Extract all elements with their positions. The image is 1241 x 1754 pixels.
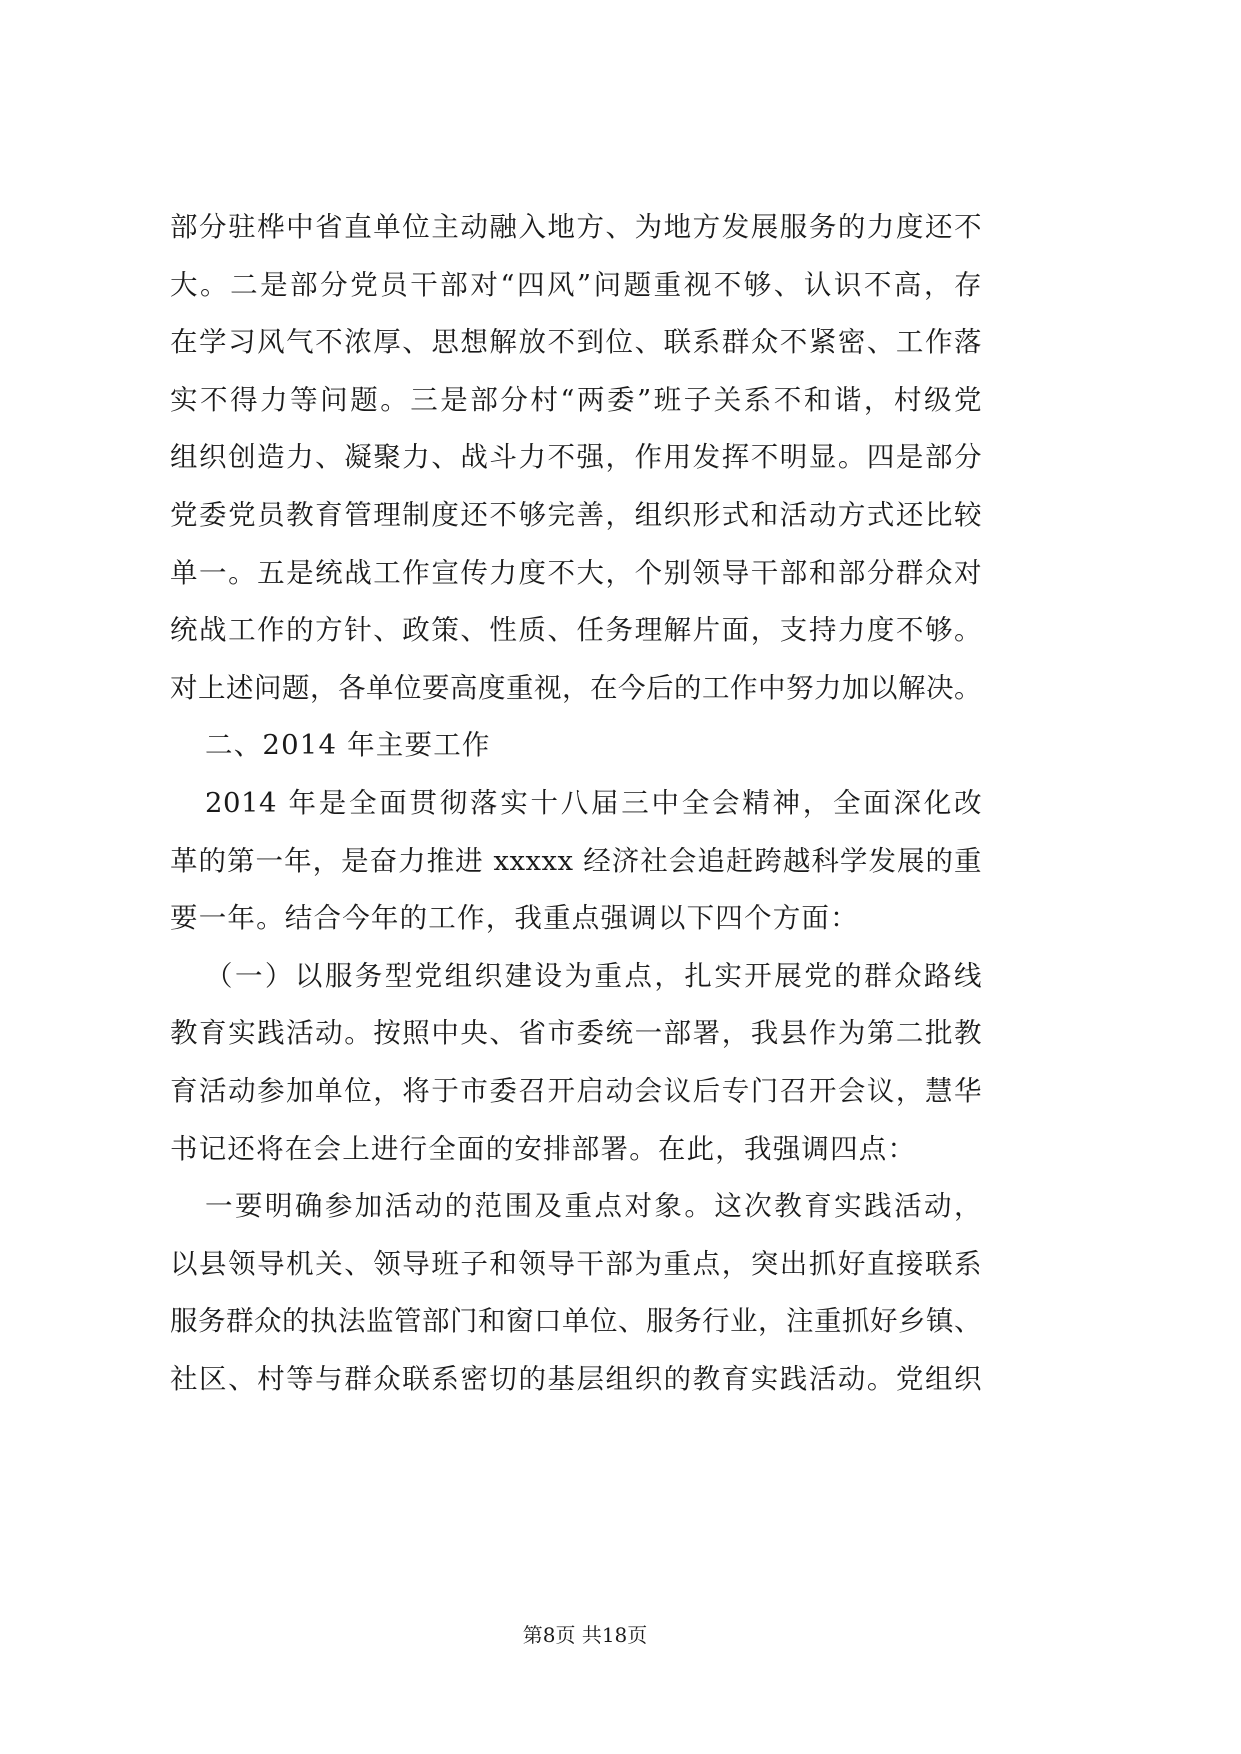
text-line: 育活动参加单位，将于市委召开启动会议后专门召开会议，慧华 — [170, 1074, 982, 1107]
text-line: 教育实践活动。按照中央、省市委统一部署，我县作为第二批教 — [170, 1017, 982, 1050]
subsection-line: （一）以服务型党组织建设为重点，扎实开展党的群众路线 — [205, 959, 982, 992]
text-line: 服务群众的执法监管部门和窗口单位、服务行业，注重抓好乡镇、 — [170, 1305, 982, 1338]
text-line: 在学习风气不浓厚、思想解放不到位、联系群众不紧密、工作落 — [170, 326, 982, 359]
text-line: 以县领导机关、领导班子和领导干部为重点，突出抓好直接联系 — [170, 1247, 982, 1280]
page-number-footer: 第8页 共18页 — [522, 1623, 648, 1647]
section-heading: 二、2014 年主要工作 — [205, 729, 491, 762]
text-line: 社区、村等与群众联系密切的基层组织的教育实践活动。党组织 — [170, 1362, 982, 1395]
body-text — [170, 199, 982, 1408]
text-line: 书记还将在会上进行全面的安排部署。在此，我强调四点： — [170, 1132, 917, 1165]
text-line: 实不得力等问题。三是部分村“两委”班子关系不和谐，村级党 — [170, 383, 982, 416]
text-line: 革的第一年，是奋力推进 xxxxx 经济社会追赶跨越科学发展的重 — [170, 844, 982, 877]
text-line: 单一。五是统战工作宣传力度不大，个别领导干部和部分群众对 — [170, 556, 982, 589]
text-line: 2014 年是全面贯彻落实十八届三中全会精神，全面深化改 — [205, 786, 982, 819]
text-line: 大。二是部分党员干部对“四风”问题重视不够、认识不高，存 — [170, 268, 982, 301]
text-line: 组织创造力、凝聚力、战斗力不强，作用发挥不明显。四是部分 — [170, 441, 982, 474]
text-line: 部分驻桦中省直单位主动融入地方、为地方发展服务的力度还不 — [170, 211, 982, 243]
text-line: 党委党员教育管理制度还不够完善，组织形式和活动方式还比较 — [170, 498, 982, 531]
text-line: 统战工作的方针、政策、性质、任务理解片面，支持力度不够。 — [170, 614, 982, 647]
text-line: 一要明确参加活动的范围及重点对象。这次教育实践活动， — [205, 1190, 982, 1223]
text-line: 要一年。结合今年的工作，我重点强调以下四个方面： — [170, 902, 859, 935]
text-line: 对上述问题，各单位要高度重视，在今后的工作中努力加以解决。 — [170, 671, 982, 704]
